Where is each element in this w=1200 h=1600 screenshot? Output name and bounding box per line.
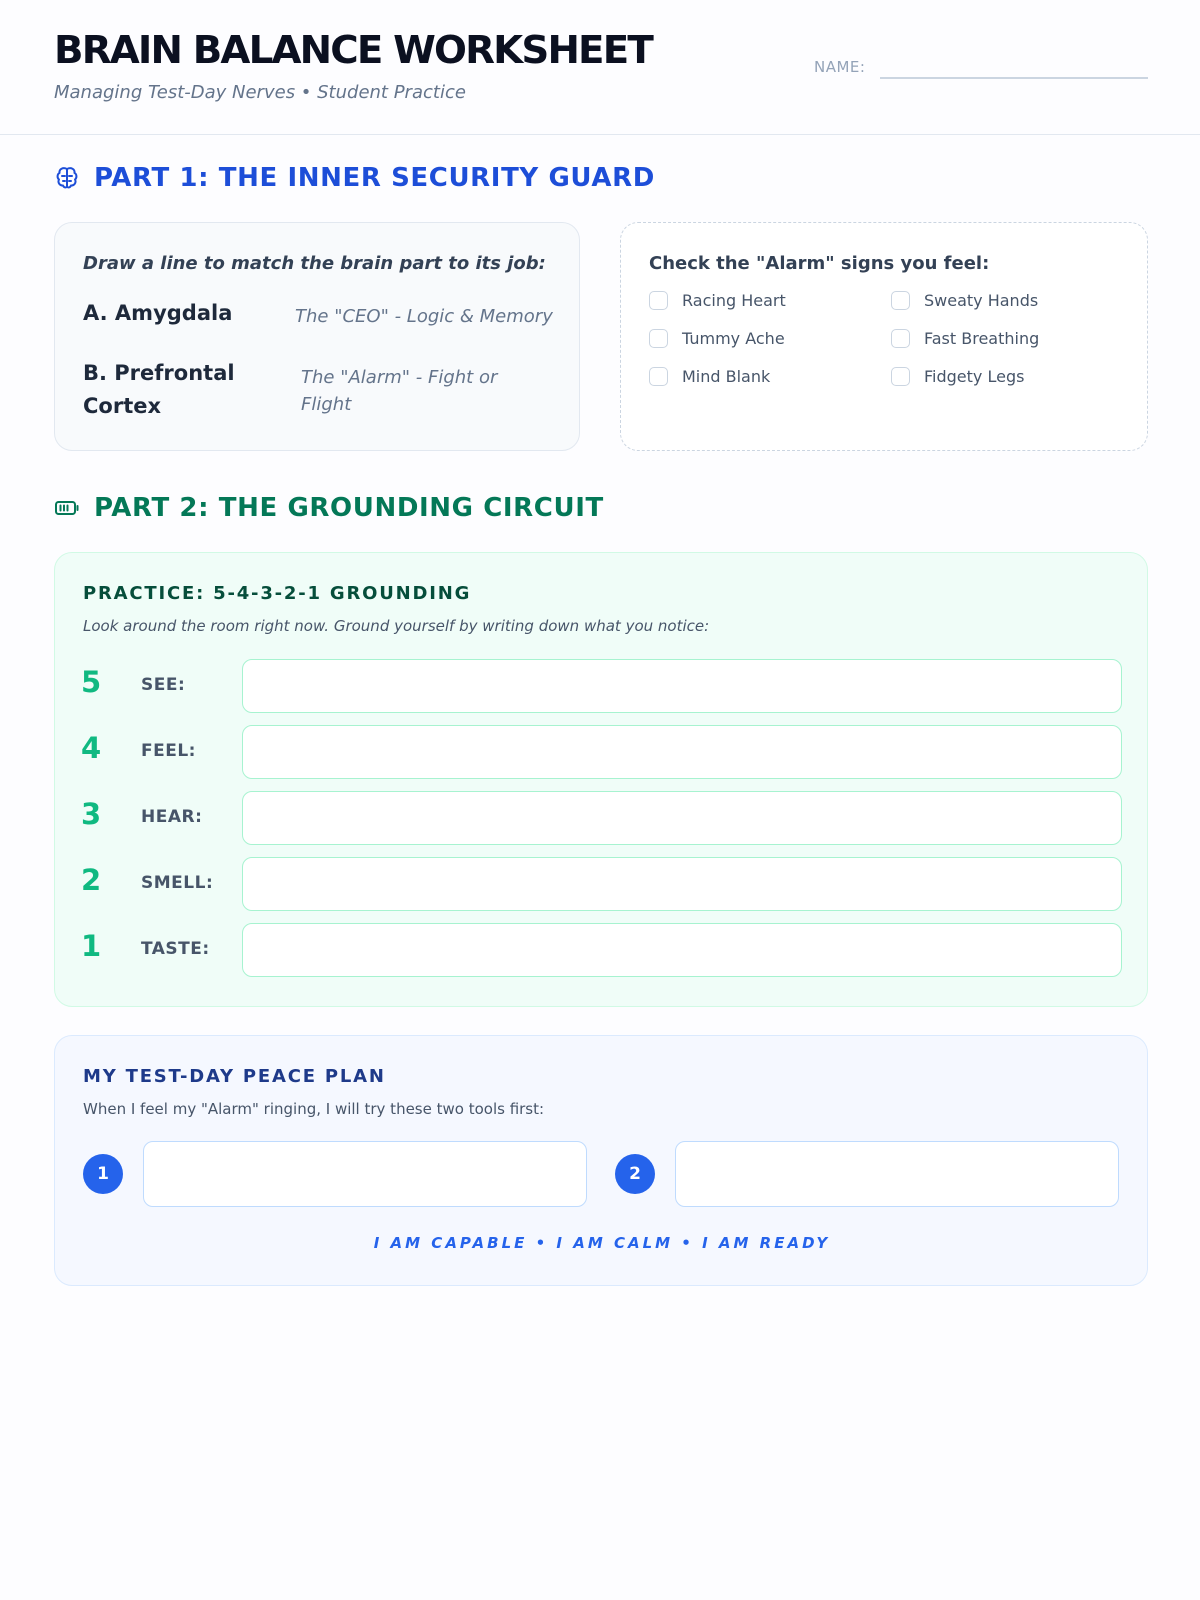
- part2-heading-text: PART 2: THE GROUNDING CIRCUIT: [94, 493, 604, 523]
- checkbox[interactable]: [649, 291, 668, 310]
- grounding-label: HEAR:: [141, 807, 203, 827]
- checkbox[interactable]: [891, 291, 910, 310]
- checkbox-fidgety-legs[interactable]: [891, 367, 1024, 386]
- grounding-label: SMELL:: [141, 873, 214, 893]
- checkbox[interactable]: [891, 329, 910, 348]
- page-title: BRAIN BALANCE WORKSHEET: [54, 28, 652, 72]
- see-input[interactable]: [242, 659, 1122, 713]
- tool-1-input[interactable]: [143, 1141, 587, 1207]
- checkbox[interactable]: [891, 367, 910, 386]
- checkbox-racing-heart[interactable]: [649, 291, 786, 310]
- worksheet-header: [0, 0, 1200, 135]
- alarm-instruction: Check the "Alarm" signs you feel:: [649, 253, 990, 274]
- hear-input[interactable]: [242, 791, 1122, 845]
- grounding-label: FEEL:: [141, 741, 196, 761]
- taste-input[interactable]: [242, 923, 1122, 977]
- name-field[interactable]: [880, 77, 1148, 79]
- checkbox-label: Fast Breathing: [924, 329, 1040, 348]
- job-ceo[interactable]: The "CEO" - Logic & Memory: [295, 306, 553, 327]
- grounding-row-smell: [55, 857, 1149, 911]
- grounding-title: PRACTICE: 5-4-3-2-1 GROUNDING: [83, 583, 472, 604]
- brain-part-prefrontal[interactable]: B. Prefrontal Cortex: [83, 361, 235, 418]
- tool-number-badge: 2: [615, 1154, 655, 1194]
- checkbox-label: Mind Blank: [682, 367, 771, 386]
- checkbox[interactable]: [649, 329, 668, 348]
- checkbox-label: Tummy Ache: [682, 329, 785, 348]
- peace-plan-title: MY TEST-DAY PEACE PLAN: [83, 1066, 386, 1087]
- grounding-row-hear: [55, 791, 1149, 845]
- grounding-number: 5: [81, 665, 102, 699]
- grounding-row-taste: [55, 923, 1149, 977]
- peace-plan-instruction: When I feel my "Alarm" ringing, I will try these two tools first:: [83, 1100, 545, 1118]
- name-label: NAME:: [814, 58, 866, 76]
- checkbox-label: Racing Heart: [682, 291, 786, 310]
- smell-input[interactable]: [242, 857, 1122, 911]
- grounding-number: 1: [81, 929, 102, 963]
- grounding-instruction: Look around the room right now. Ground yourself by writing down what you notice:: [83, 617, 710, 635]
- peace-plan-card: [54, 1035, 1148, 1286]
- page-subtitle: Managing Test-Day Nerves • Student Practice: [54, 82, 466, 103]
- brain-part-amygdala[interactable]: A. Amygdala: [83, 301, 233, 325]
- brain-icon: [54, 165, 80, 191]
- tool-2-input[interactable]: [675, 1141, 1119, 1207]
- part1-heading-text: PART 1: THE INNER SECURITY GUARD: [94, 163, 655, 193]
- grounding-number: 3: [81, 797, 102, 831]
- grounding-row-feel: [55, 725, 1149, 779]
- affirmation-text: I AM CAPABLE • I AM CALM • I AM READY: [373, 1234, 831, 1252]
- checkbox-sweaty-hands[interactable]: [891, 291, 1038, 310]
- checkbox[interactable]: [649, 367, 668, 386]
- checkbox-tummy-ache[interactable]: [649, 329, 785, 348]
- feel-input[interactable]: [242, 725, 1122, 779]
- match-instruction: Draw a line to match the brain part to its job:: [83, 253, 546, 274]
- part1-heading: [54, 163, 655, 193]
- battery-icon: [54, 495, 80, 521]
- grounding-number: 2: [81, 863, 102, 897]
- grounding-card: [54, 552, 1148, 1007]
- checkbox-mind-blank[interactable]: [649, 367, 770, 386]
- checkbox-fast-breathing[interactable]: [891, 329, 1039, 348]
- brain-match-card: [54, 222, 580, 451]
- grounding-row-see: [55, 659, 1149, 713]
- checkbox-label: Sweaty Hands: [924, 291, 1039, 310]
- alarm-signs-card: [620, 222, 1148, 451]
- checkbox-label: Fidgety Legs: [924, 367, 1025, 386]
- tool-number-badge: 1: [83, 1154, 123, 1194]
- part2-heading: [54, 493, 604, 523]
- grounding-number: 4: [81, 731, 102, 765]
- grounding-label: TASTE:: [141, 939, 210, 959]
- grounding-label: SEE:: [141, 675, 186, 695]
- job-alarm[interactable]: The "Alarm" - Fight or Flight: [301, 367, 498, 415]
